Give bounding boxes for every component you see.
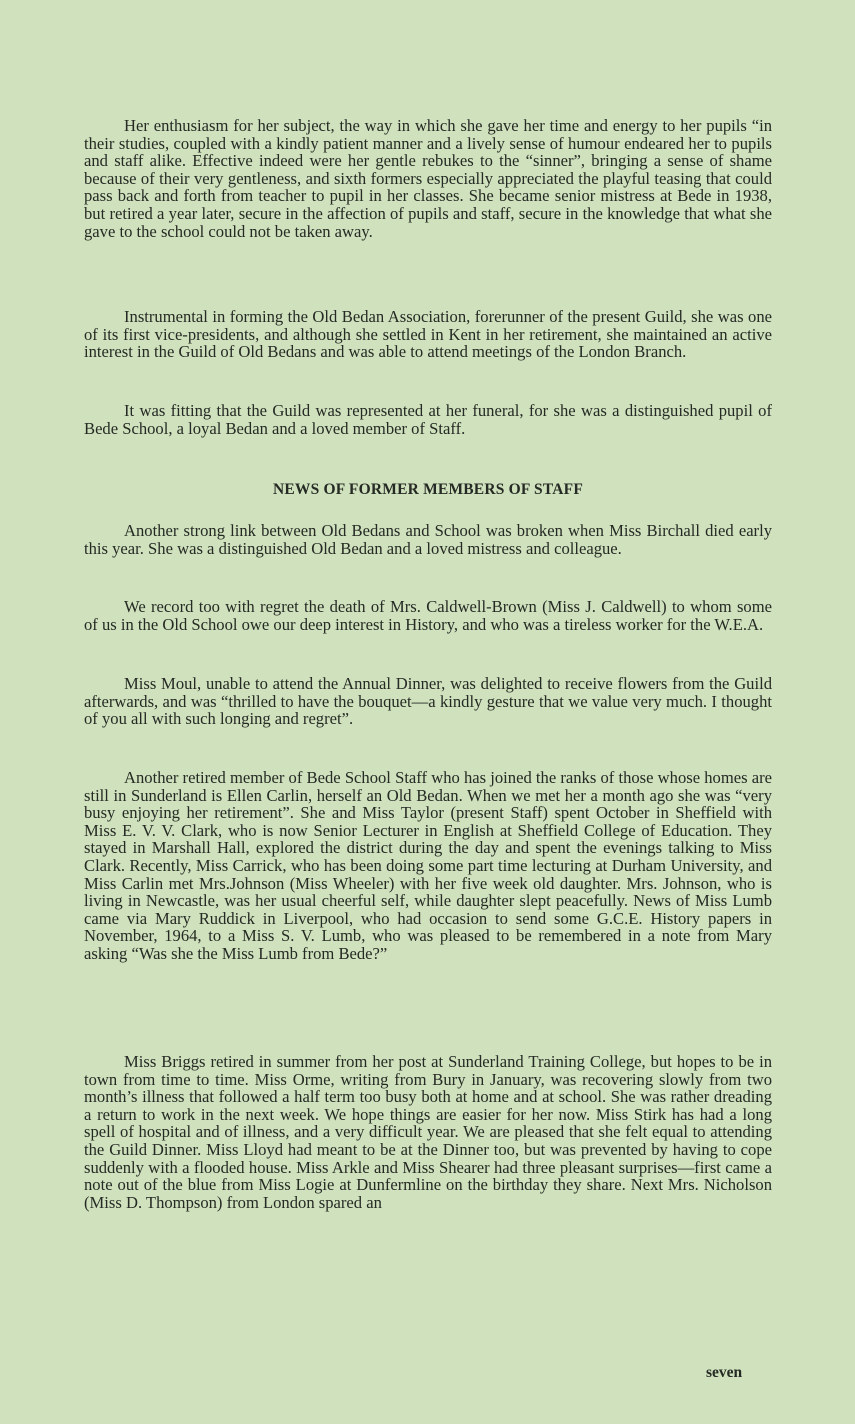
paragraph-tribute — [84, 117, 772, 240]
page-number: seven — [706, 1364, 743, 1381]
paragraph-funeral — [84, 402, 772, 437]
section-heading: NEWS OF FORMER MEMBERS OF STAFF — [272, 481, 584, 498]
paragraph: Her enthusiasm for her subject, the way in which she gave her time and energy to her pupils “in their studies, coupled with a kindly patient manner and a lively sense of humour endeared her to pupils and staff alike. Effective indeed were her gentle rebukes to the “sinner”, bringing a sense of shame because of their very gentleness, and sixth formers especially appreciated the playful teasing that could pass back and forth from teacher to pupil in her classes. She became senior mistress at Bede in 1938, but retired a year later, secure in the affection of pupils and staff, secure in the knowledge that what she gave to the school could not be taken away. — [84, 116, 772, 241]
paragraph: Another strong link between Old Bedans and School was broken when Miss Birchall died early this year. She was a distinguished Old Bedan and a loved mistress and colleague. — [84, 521, 772, 558]
paragraph-caldwell-brown — [84, 598, 772, 633]
paragraph: Another retired member of Bede School Staff who has joined the ranks of those whose homes are still in Sunderland is Ellen Carlin, herself an Old Bedan. When we met her a month ago she was “very busy enjoying her retirement”. She and Miss Taylor (present Staff) spent October in Sheffield with Miss E. V. V. Clark, who is now Senior Lecturer in English at Sheffield College of Education. They stayed in Marshall Hall, explored the district during the day and spent the evenings talking to Miss Clark. Recently, Miss Carrick, who has been doing some part time lecturing at Durham University, and Miss Carlin met Mrs.Johnson (Miss Wheeler) with her five week old daughter. Mrs. Johnson, who is living in Newcastle, was her usual cheerful self, while daughter slept peacefully. News of Miss Lumb came via Mary Ruddick in Liverpool, who had occasion to send some G.C.E. History papers in November, 1964, to a Miss S. V. Lumb, who was pleased to be remembered in a note from Mary asking “Was she the Miss Lumb from Bede?” — [84, 768, 772, 963]
paragraph: Instrumental in forming the Old Bedan Association, forerunner of the present Guild, she was one of its first vice-presidents, and although she settled in Kent in her retirement, she maintained an active interest in the Guild of Old Bedans and was able to attend meetings of the London Branch. — [84, 307, 772, 362]
paragraph: Miss Moul, unable to attend the Annual Dinner, was delighted to receive flowers from the Guild afterwards, and was “thrilled to have the bouquet—a kindly gesture that we value very much. I thought of you all with such longing and regret”. — [84, 674, 772, 729]
paragraph-briggs — [84, 1053, 772, 1211]
paragraph-moul — [84, 675, 772, 728]
paragraph-birchall — [84, 522, 772, 557]
paragraph: It was fitting that the Guild was represented at her funeral, for she was a distinguished pupil of Bede School, a loyal Bedan and a loved member of Staff. — [84, 401, 772, 438]
paragraph-carlin — [84, 769, 772, 963]
paragraph-association — [84, 308, 772, 361]
paragraph: Miss Briggs retired in summer from her post at Sunderland Training College, but hopes to be in town from time to time. Miss Orme, writing from Bury in January, was recovering slowly from two month’s illness that followed a half term too busy both at home and at school. She was rather dreading a return to work in the next week. We hope things are easier for her now. Miss Stirk has had a long spell of hospital and of illness, and a very difficult year. We are pleased that she felt equal to attending the Guild Dinner. Miss Lloyd had meant to be at the Dinner too, but was prevented by having to cope suddenly with a flooded house. Miss Arkle and Miss Shearer had three pleasant surprises—first came a note out of the blue from Miss Logie at Dunfermline on the birthday they share. Next Mrs. Nicholson (Miss D. Thompson) from London spared an — [84, 1052, 772, 1212]
paragraph: We record too with regret the death of Mrs. Caldwell-Brown (Miss J. Caldwell) to whom some of us in the Old School owe our deep interest in History, and who was a tireless worker for the W.E.A. — [84, 597, 772, 634]
